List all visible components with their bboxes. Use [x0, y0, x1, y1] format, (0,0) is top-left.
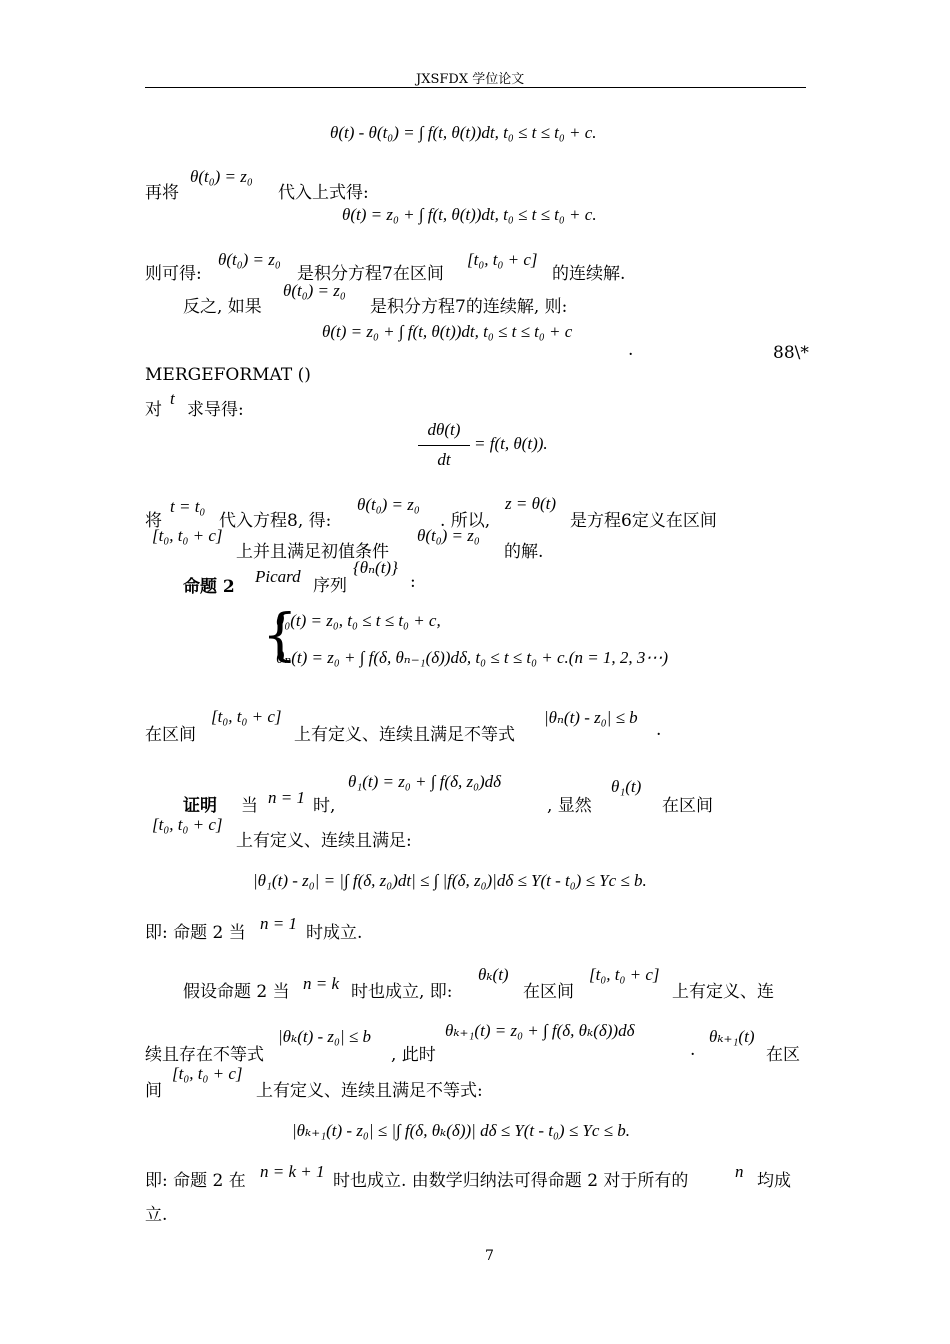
equation-4: |θ₁(t) - z₀| = |∫ f(δ, z₀)dt| ≤ ∫ |f(δ, z₀)|dδ ≤ Y(t - t₀) ≤ Yc ≤ b.: [253, 871, 647, 890]
text-line: 上有定义、连: [672, 982, 774, 1002]
fraction-numerator: dθ(t): [427, 420, 461, 439]
text-line: 求导得:: [187, 400, 244, 420]
text-line: 代入方程8, 得:: [219, 511, 332, 531]
text-line: 间: [145, 1081, 162, 1101]
text-line: 将: [145, 511, 162, 531]
text-line: 代入上式得:: [278, 183, 369, 203]
inline-math: [t₀, t₀ + c]: [152, 815, 223, 834]
inline-math: θ(t₀) = z₀: [417, 526, 480, 545]
system-line-2: θₙ(t) = z₀ + ∫ f(δ, θₙ₋₁(δ))dδ, t₀ ≤ t ≤ t₀ + c.(n = 1, 2, 3⋯): [276, 648, 669, 667]
text-line: 均成: [757, 1171, 791, 1191]
equation-number: 88\*: [773, 343, 809, 363]
inline-math: θ(t₀) = z₀: [218, 250, 281, 269]
text-line: 序列: [313, 576, 347, 596]
equation-5: |θₖ₊₁(t) - z₀| ≤ |∫ f(δ, θₖ(δ))| dδ ≤ Y(t - t₀) ≤ Yc ≤ b.: [292, 1121, 631, 1140]
inline-math: Picard: [255, 567, 301, 586]
inline-math: |θₙ(t) - z₀| ≤ b: [544, 708, 638, 727]
inline-math: t: [170, 389, 175, 408]
inline-math: z = θ(t): [505, 494, 556, 513]
text-line: 是积分方程7的连续解, 则:: [370, 297, 568, 317]
text-line: :: [410, 572, 416, 592]
fraction-bar: [418, 445, 470, 446]
text-line: 是积分方程7在区间: [297, 264, 444, 284]
header-rule: [145, 87, 806, 88]
proof-label: 证明: [183, 796, 217, 816]
text-line: 再将: [145, 183, 179, 203]
text-line: .: [690, 1040, 696, 1060]
text-line: 在区: [766, 1045, 800, 1065]
text-line: 上并且满足初值条件: [236, 542, 389, 562]
text-line: 时也成立, 即:: [351, 982, 453, 1002]
text-line: 时也成立. 由数学归纳法可得命题 2 对于所有的: [333, 1171, 689, 1191]
text-line: 在区间: [145, 725, 196, 745]
text-line: 上有定义、连续且满足不等式: [294, 725, 515, 745]
equation-2: θ(t) = z₀ + ∫ f(t, θ(t))dt, t₀ ≤ t ≤ t₀ + c.: [342, 205, 597, 224]
inline-math: [t₀, t₀ + c]: [172, 1064, 243, 1083]
inline-math: |θₖ(t) - z₀| ≤ b: [278, 1027, 371, 1046]
text-line: 时成立.: [306, 923, 363, 943]
text-line: , 显然: [547, 796, 592, 816]
text-line: 是方程6定义在区间: [570, 511, 717, 531]
equation-3-dot: .: [628, 340, 634, 360]
inline-math: θₖ(t): [478, 965, 509, 984]
text-line: 在区间: [662, 796, 713, 816]
text-line: , 此时: [391, 1045, 436, 1065]
inline-math: [t₀, t₀ + c]: [211, 707, 282, 726]
inline-math: n = k + 1: [260, 1162, 325, 1181]
inline-math: θ(t₀) = z₀: [283, 281, 346, 300]
text-line: 即: 命题 2 当: [145, 923, 246, 943]
inline-math: n: [735, 1162, 744, 1181]
fraction-denominator: dt: [437, 450, 451, 469]
inline-math: [t₀, t₀ + c]: [152, 526, 223, 545]
text-line: 则可得:: [145, 264, 202, 284]
equation-1: θ(t) - θ(t₀) = ∫ f(t, θ(t))dt, t₀ ≤ t ≤ t₀ + c.: [330, 123, 597, 142]
text-line: 续且存在不等式: [145, 1045, 264, 1065]
inline-math: n = 1: [260, 914, 297, 933]
text-line: 反之, 如果: [183, 297, 262, 317]
system-brace: {: [262, 603, 298, 668]
text-line: 即: 命题 2 在: [145, 1171, 246, 1191]
inline-math: θ(t₀) = z₀: [357, 495, 420, 514]
inline-math: {θₙ(t)}: [353, 558, 398, 577]
page-number: 7: [485, 1248, 494, 1264]
text-line: 的解.: [504, 542, 544, 562]
system-line-1: θ₀(t) = z₀, t₀ ≤ t ≤ t₀ + c,: [276, 611, 441, 630]
text-line: 对: [145, 400, 162, 420]
text-line: MERGEFORMAT (): [145, 365, 311, 385]
inline-math: [t₀, t₀ + c]: [467, 250, 538, 269]
text-line: 假设命题 2 当: [183, 982, 290, 1002]
inline-math: n = k: [303, 974, 340, 993]
text-line: . 所以,: [440, 511, 491, 531]
derivative-rhs: = f(t, θ(t)).: [474, 434, 548, 453]
inline-math: [t₀, t₀ + c]: [589, 965, 660, 984]
text-line: 上有定义、连续且满足:: [236, 831, 412, 851]
inline-math: θ₁(t): [611, 777, 642, 796]
text-line: 的连续解.: [552, 264, 626, 284]
text-line: 上有定义、连续且满足不等式:: [256, 1081, 483, 1101]
text-line: 在区间: [523, 982, 574, 1002]
text-line: 立.: [145, 1205, 168, 1225]
text-line: 时,: [313, 796, 336, 816]
equation-3: θ(t) = z₀ + ∫ f(t, θ(t))dt, t₀ ≤ t ≤ t₀ + c: [322, 322, 573, 341]
inline-math: θₖ₊₁(t) = z₀ + ∫ f(δ, θₖ(δ))dδ: [445, 1021, 635, 1040]
inline-math: θₖ₊₁(t): [709, 1027, 755, 1046]
text-line: .: [656, 720, 662, 740]
inline-math: t = t₀: [170, 497, 206, 516]
inline-math: θ₁(t) = z₀ + ∫ f(δ, z₀)dδ: [348, 772, 502, 791]
text-line: 当: [241, 796, 258, 816]
running-header: JXSFDX 学位论文: [416, 72, 525, 87]
inline-math: n = 1: [268, 788, 305, 807]
proposition-label: 命题 2: [183, 577, 235, 597]
inline-math: θ(t₀) = z₀: [190, 167, 253, 186]
